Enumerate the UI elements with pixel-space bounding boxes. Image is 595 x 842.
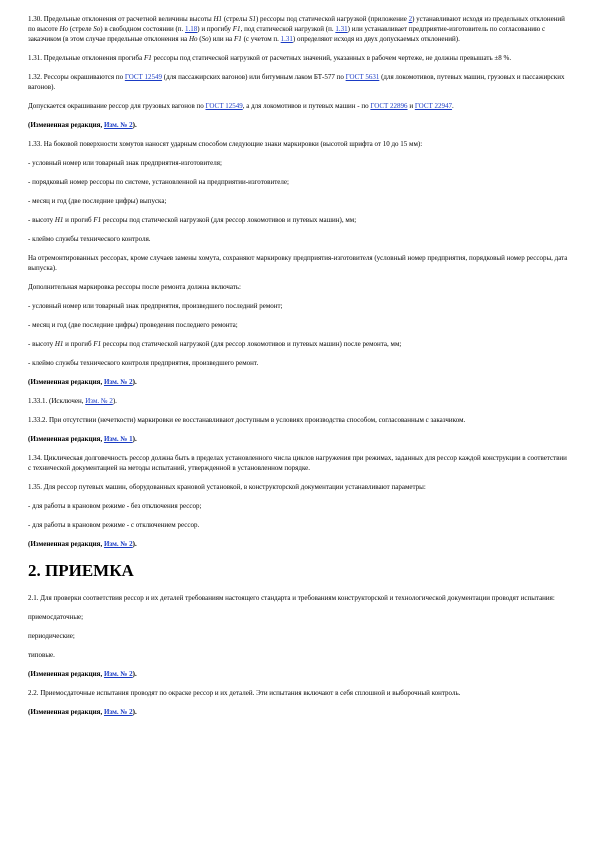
paragraph-1-35: 1.35. Для рессор путевых машин, оборудованных крановой установкой, в конструкторской документации устанавливают параметры: [28, 483, 426, 491]
paragraph-1-33-1: 1.33.1. (Исключен, Изм. № 2). [28, 397, 117, 405]
change-note: (Измененная редакция, Изм. № 2). [28, 540, 137, 548]
link-change-2[interactable]: Изм. № 2 [103, 378, 133, 386]
list-item: - месяц и год (две последние цифры) выпуска; [28, 197, 167, 205]
paragraph-2-1: 2.1. Для проверки соответствия рессор и их деталей требованиям настоящего стандарта и требованиям конструкторской и технологической документации проводят испытания: [28, 594, 555, 602]
link-change-2[interactable]: Изм. № 2 [103, 540, 133, 548]
list-item: - порядковый номер рессоры по системе, установленной на предприятии-изготовителе; [28, 178, 289, 186]
list-item: приемосдаточные; [28, 613, 84, 621]
change-note: (Измененная редакция, Изм. № 2). [28, 708, 137, 716]
link-gost-12549-b[interactable]: ГОСТ 12549 [205, 102, 243, 110]
change-note: (Измененная редакция, Изм. № 2). [28, 121, 137, 129]
link-gost-22947[interactable]: ГОСТ 22947 [414, 102, 453, 110]
list-item: периодические; [28, 632, 75, 640]
list-item: - для работы в крановом режиме - с отключением рессор. [28, 521, 200, 529]
paragraph-1-32: 1.32. Рессоры окрашиваются по ГОСТ 12549 (для пассажирских вагонов) или битумным лаком БТ-577 по ГОСТ 5631 (для локомотивов, путевых машин, грузовых и пассажирских вагонов). [28, 73, 565, 91]
change-note: (Измененная редакция, Изм. № 2). [28, 670, 137, 678]
list-item: - высоту H1 и прогиб F1 рессоры под статической нагрузкой (для рессор локомотивов и путевых машин), мм; [28, 216, 357, 224]
link-gost-5631[interactable]: ГОСТ 5631 [345, 73, 380, 81]
link-change-2[interactable]: Изм. № 2 [103, 121, 133, 129]
paragraph-2-2: 2.2. Приемосдаточные испытания проводят по окраске рессор и их деталей. Эти испытания включают в себя сплошной и выборочный контроль. [28, 689, 461, 697]
link-change-1[interactable]: Изм. № 1 [103, 435, 133, 443]
link-item-1-18[interactable]: 1.18 [185, 25, 198, 33]
link-item-1-31[interactable]: 1.31 [335, 25, 348, 33]
link-change-2[interactable]: Изм. № 2 [103, 708, 133, 716]
list-item: - условный номер или товарный знак предприятия-изготовителя; [28, 159, 222, 167]
paragraph-1-33: 1.33. На боковой поверхности хомутов наносят ударным способом следующие знаки маркировки (высотой шрифта от 10 до 15 мм): [28, 140, 423, 148]
paragraph-repaired: На отремонтированных рессорах, кроме случаев замены хомута, сохраняют маркировку предприятия-изготовителя (условный номер предприятия, порядковый номер рессоры, дата выпуска). [28, 254, 568, 272]
list-item: - для работы в крановом режиме - без отключения рессор; [28, 502, 202, 510]
paragraph-1-33-2: 1.33.2. При отсутствии (нечеткости) маркировки ее восстанавливают доступным в условиях производства способом, согласованным с заказчиком. [28, 416, 466, 424]
link-gost-12549[interactable]: ГОСТ 12549 [124, 73, 163, 81]
list-item: - месяц и год (две последние цифры) проведения последнего ремонта; [28, 321, 238, 329]
paragraph-1-30: 1.30. Предельные отклонения от расчетной величины высоты H1 (стрелы S1) рессоры под статической нагрузкой (приложение 2) устанавливают исходя из предельных отклонений по высоте Ho (стреле So) в свободном состоянии (п. 1.18) и прогибу F1, под статической нагрузкой (п. 1.31) или устанавливает предприятие-изготовитель по согласованию с заказчиком (в этом случае предельные отклонения на Ho (So) или на F1 (с учетом п. 1.31) определяют исходя из двух допускаемых отклонений). [28, 15, 565, 43]
link-item-1-31-b[interactable]: 1.31 [280, 35, 293, 43]
list-item: - высоту H1 и прогиб F1 рессоры под статической нагрузкой (для рессор локомотивов и путевых машин) после ремонта, мм; [28, 340, 402, 348]
change-note: (Измененная редакция, Изм. № 1). [28, 435, 137, 443]
link-change-2[interactable]: Изм. № 2 [103, 670, 133, 678]
paragraph-1-31: 1.31. Предельные отклонения прогиба F1 рессоры под статической нагрузкой от расчетных значений, указанных в рабочем чертеже, не должны превышать ±8 %. [28, 54, 512, 62]
change-note: (Измененная редакция, Изм. № 2). [28, 378, 137, 386]
list-item: - клеймо службы технического контроля предприятия, произведшего ремонт. [28, 359, 259, 367]
link-appendix-2[interactable]: 2 [408, 15, 413, 23]
link-change-2[interactable]: Изм. № 2 [85, 397, 113, 405]
list-item: - клеймо службы технического контроля. [28, 235, 151, 243]
link-gost-22896[interactable]: ГОСТ 22896 [370, 102, 408, 110]
section-heading: 2. ПРИЕМКА [28, 561, 134, 580]
paragraph-painting-allowed: Допускается окрашивание рессор для грузовых вагонов по ГОСТ 12549, а для локомотивов и путевых машин - по ГОСТ 22896 и ГОСТ 22947. [28, 102, 454, 110]
paragraph-extra-marking: Дополнительная маркировка рессоры после ремонта должна включать: [28, 283, 241, 291]
list-item: - условный номер или товарный знак предприятия, произведшего последний ремонт; [28, 302, 283, 310]
list-item: типовые. [28, 651, 55, 659]
paragraph-1-34: 1.34. Циклическая долговечность рессор должна быть в пределах установленного числа циклов нагружения при режимах, заданных для рессор каждой конструкции в соответствии с технической документацией на методы испытаний, утвержденной в установленном порядке. [28, 454, 567, 472]
